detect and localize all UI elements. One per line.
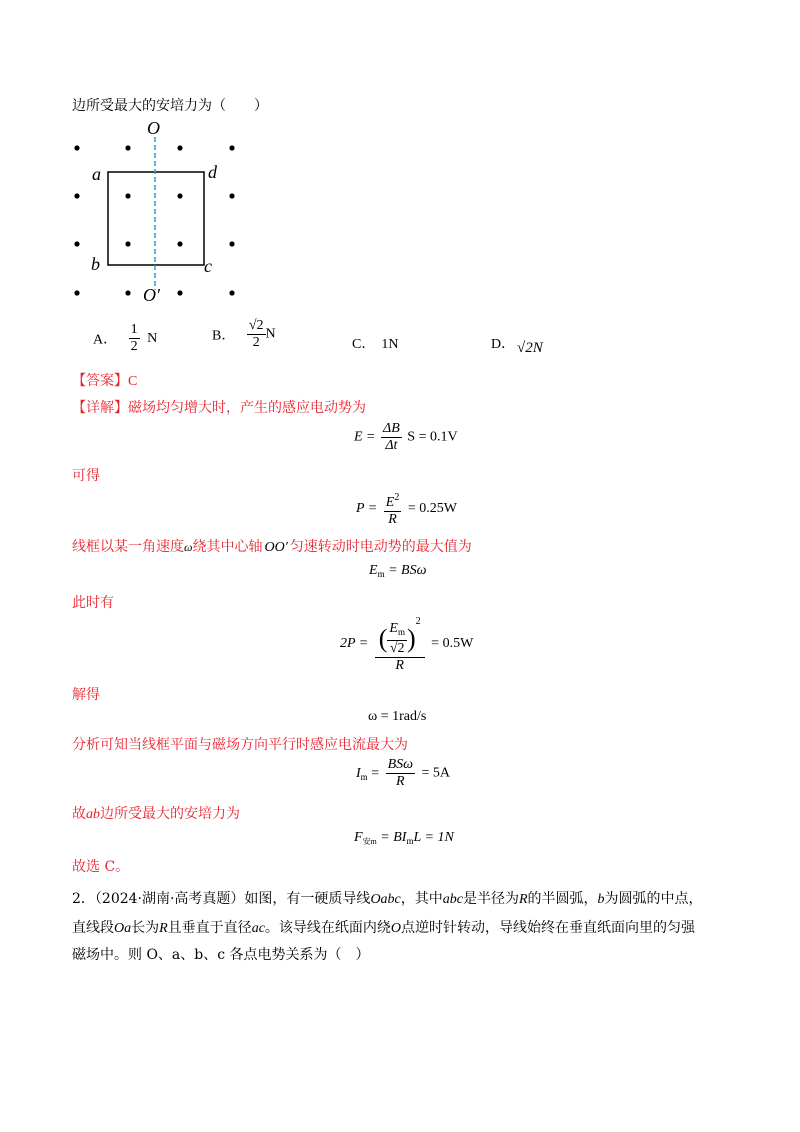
step-rotation: 线框以某一角速度ω绕其中心轴 OO′ 匀速转动时电动势的最大值为 [72,539,472,555]
field-dot [229,290,234,295]
label-a: a [92,164,101,184]
step-force: 故ab边所受最大的安培力为 [72,806,240,822]
detail-line: 【详解】磁场均匀增大时，产生的感应电动势为 [72,400,366,416]
step-ke-de: 可得 [72,468,100,484]
field-dot [125,241,130,246]
equation-power: P = $\frac{E^2}{R}$ = 0.25W [356,492,457,527]
equation-omega: ω = 1rad/s [368,709,427,724]
step-current-max: 分析可知当线框平面与磁场方向平行时感应电流最大为 [72,737,408,753]
question-tail: 边所受最大的安培力为（ ） [72,98,268,114]
label-d: d [208,162,217,182]
option-d-value: √2N [517,340,543,356]
equation-emf: E = $\frac{\Delta B}{\Delta t}$ S = 0.1V [354,421,458,453]
field-dot [74,193,79,198]
option-a: A． $\frac{1}{2}$ N [93,322,158,354]
step-choose: 故选 C。 [72,859,130,875]
label-O-prime: O′ [143,285,160,305]
field-dot [125,290,130,295]
equation-double-power: 2P = ( $\frac{E_m}{√2}$ )$^2$ R = 0.5W [340,616,474,673]
field-dot [125,145,130,150]
label-O: O [147,118,160,138]
field-dot [177,290,182,295]
field-dot [177,241,182,246]
option-c: C． 1N [352,337,399,352]
q2-line-2: 直线段Oa长为R且垂直于直径ac。该导线在纸面内绕O点逆时针转动，导线始终在垂直纸面向里的匀强 [72,920,696,936]
q2-line-1: 2．（2024·湖南·高考真题）如图，有一硬质导线Oabc，其中abc是半径为R的半圆弧，b为圆弧的中点， [72,891,703,907]
q2-line-3: 磁场中。则 O、a、b、c 各点电势关系为（ ） [72,947,370,963]
field-dot [229,241,234,246]
answer-line: 【答案】C [72,373,138,389]
step-ci-shi: 此时有 [72,595,114,611]
field-dot [229,193,234,198]
equation-current: $I_m$ = $\frac{\text{BSω}}{R}$ = 5A [356,757,451,789]
field-dot [177,145,182,150]
step-jie-de: 解得 [72,687,100,703]
equation-emf-max: $E_m = BS\omega$ [369,563,427,579]
field-dot [177,193,182,198]
option-b: B． $\frac{√2}{2}$ N [212,318,276,350]
field-dot [74,290,79,295]
option-d: D． [491,337,516,352]
magnetic-field-figure [60,115,260,315]
field-dot [74,145,79,150]
label-b: b [91,254,100,274]
coil-square [108,172,204,265]
field-dot [125,193,130,198]
equation-force: $F_{安m} = BI_mL = 1N$ [354,830,454,846]
label-c: c [204,256,212,276]
field-dot [229,145,234,150]
field-dot [74,241,79,246]
